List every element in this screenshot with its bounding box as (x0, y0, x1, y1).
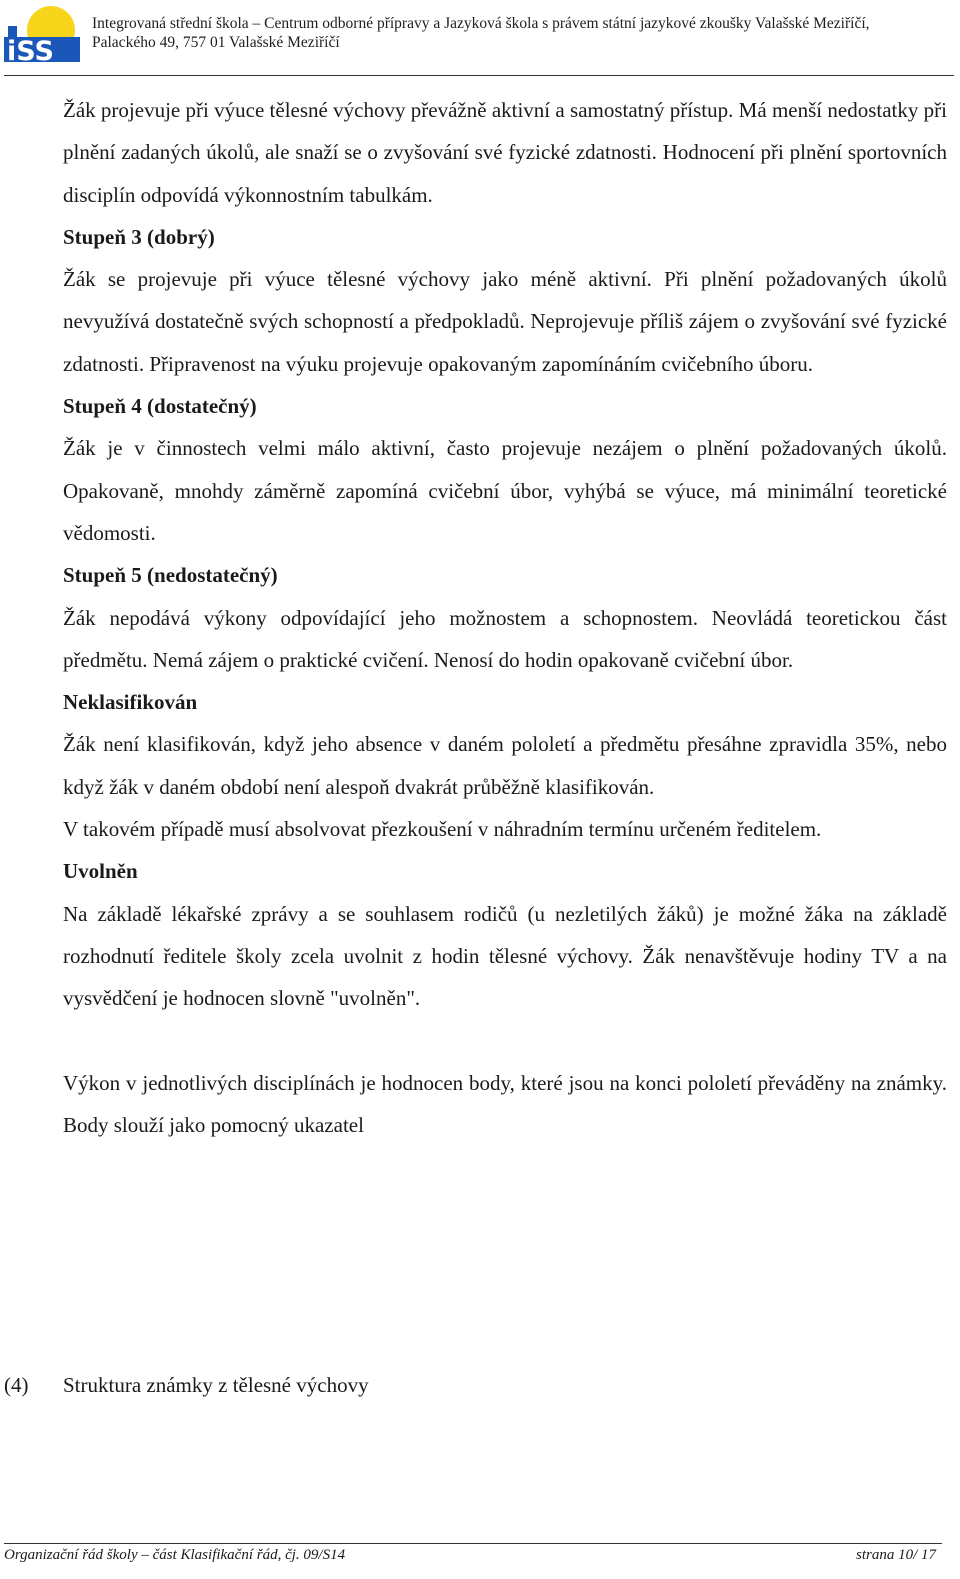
heading-stupen-4: Stupeň 4 (dostatečný) (63, 394, 257, 419)
paragraph-stupen-3: Žák se projevuje při výuce tělesné výchovy jako méně aktivní. Při plnění požadovaných úkolů nevyužívá dostatečně svých schopností a předpokladů. Neprojevuje příliš zájem o zvyšování své fyzické zdatnosti. Připravenost na výuku projevuje opakovaným zapomínáním cvičebního úboru. (63, 267, 947, 376)
section-title: Struktura známky z tělesné výchovy (63, 1373, 369, 1397)
footer-page-number: strana 10/ 17 (855, 1547, 936, 1563)
heading-uvolnen: Uvolněn (63, 859, 138, 884)
page-header (0, 0, 960, 76)
paragraph-intro: Žák projevuje při výuce tělesné výchovy převážně aktivní a samostatný přístup. Má menší nedostatky při plnění zadaných úkolů, ale snaží se o zvyšování své fyzické zdatnosti. Hodnocení při plnění sportovních disciplín odpovídá výkonnostním tabulkám. (63, 98, 947, 207)
paragraph-stupen-5: Žák nepodává výkony odpovídající jeho možnostem a schopnostem. Neovládá teoretickou část předmětu. Nemá zájem o praktické cvičení. Nenosí do hodin opakovaně cvičební úbor. (63, 605, 947, 672)
school-logo (4, 4, 80, 62)
header-line-1: Integrovaná střední škola – Centrum odborné přípravy a Jazyková škola s právem státní jazykové zkoušky Valašské Meziříčí, (92, 15, 870, 32)
logo-text: iSS (7, 36, 54, 62)
paragraph-neklasifikovan-2: V takovém případě musí absolvovat přezkoušení v náhradním termínu určeném ředitelem. (63, 817, 822, 842)
paragraph-uvolnen: Na základě lékařské zprávy a se souhlasem rodičů (u nezletilých žáků) je možné žáka na základě rozhodnutí ředitele školy zcela uvolnit z hodin tělesné výchovy. Žák nenavštěvuje hodiny TV a na vysvědčení je hodnocen slovně "uvolněn". (63, 901, 947, 1011)
spacer (63, 1020, 947, 1062)
header-text (92, 14, 870, 52)
heading-stupen-3: Stupeň 3 (dobrý) (63, 224, 215, 249)
paragraph-neklasifikovan-1: Žák není klasifikován, když jeho absence v daném pololetí a předmětu přesáhne zpravidla 35%, nebo když žák v daném období není alespoň dvakrát průběžně klasifikován. (63, 732, 947, 799)
header-line-2: Palackého 49, 757 01 Valašské Meziříčí (92, 34, 340, 51)
footer-divider (4, 1543, 942, 1544)
heading-neklasifikovan: Neklasifikován (63, 690, 198, 715)
paragraph-stupen-4: Žák je v činnostech velmi málo aktivní, často projevuje nezájem o plnění požadovaných úkolů. Opakovaně, mnohdy záměrně zapomíná cvičební úbor, vyhýbá se výuce, má minimální teoretické vědomosti. (63, 436, 947, 545)
section-number: (4) (4, 1373, 29, 1397)
document-body (63, 89, 947, 1146)
paragraph-vykon: Výkon v jednotlivých disciplínách je hodnocen body, které jsou na konci pololetí převáděny na známky. Body slouží jako pomocný ukazatel (63, 1070, 947, 1137)
heading-stupen-5: Stupeň 5 (nedostatečný) (63, 563, 278, 588)
footer-document-title: Organizační řád školy – část Klasifikační řád, čj. 09/S14 (4, 1547, 346, 1563)
header-divider (4, 75, 954, 76)
